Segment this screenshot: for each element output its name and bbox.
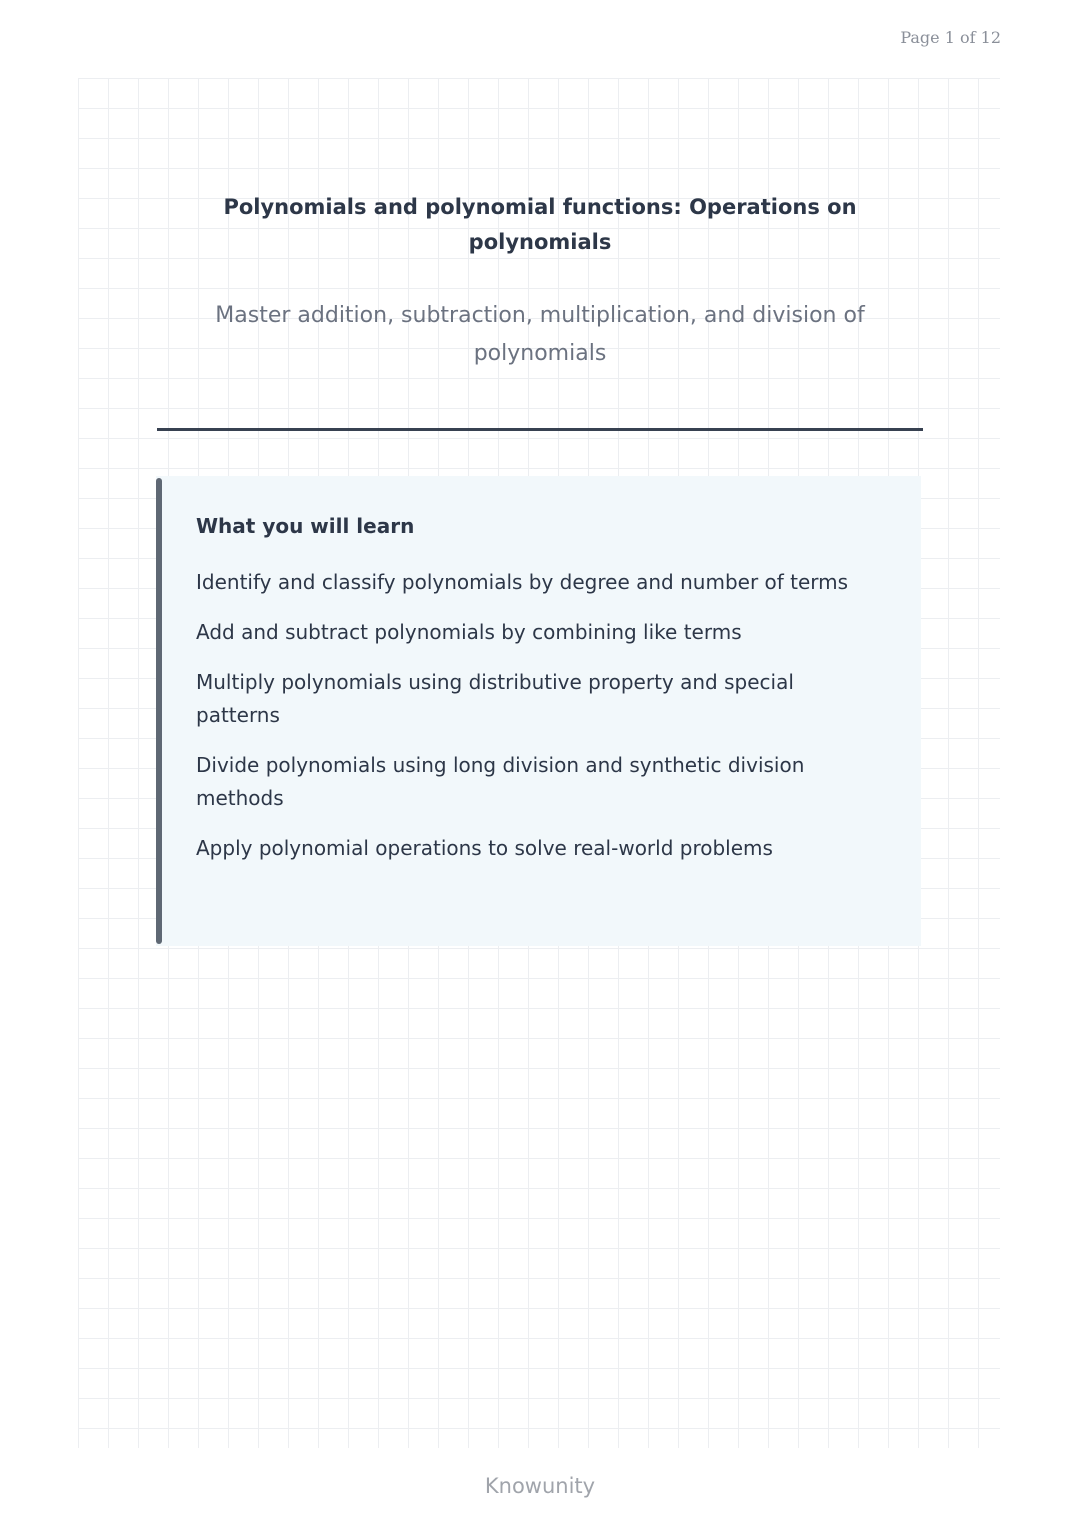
- learning-objective-item: Multiply polynomials using distributive property and special patterns: [196, 670, 794, 727]
- learning-objective-item: Add and subtract polynomials by combining like terms: [196, 620, 742, 644]
- learning-objectives-accent-bar: [156, 478, 162, 944]
- learning-objective-item: Apply polynomial operations to solve real-world problems: [196, 836, 773, 860]
- footer-brand: Knowunity: [484, 1474, 596, 1498]
- learning-objectives-list: [196, 566, 876, 882]
- page-title: Polynomials and polynomial functions: Operations on polynomials: [223, 195, 857, 254]
- learning-objective-item: Identify and classify polynomials by degree and number of terms: [196, 570, 849, 594]
- title-divider: [157, 428, 923, 431]
- page-subtitle: Master addition, subtraction, multiplication, and division of polynomials: [215, 303, 865, 366]
- page-number: Page 1 of 12: [900, 28, 1001, 47]
- learning-objective-item: Divide polynomials using long division and synthetic division methods: [196, 753, 805, 810]
- learning-objectives-heading: What you will learn: [196, 514, 415, 538]
